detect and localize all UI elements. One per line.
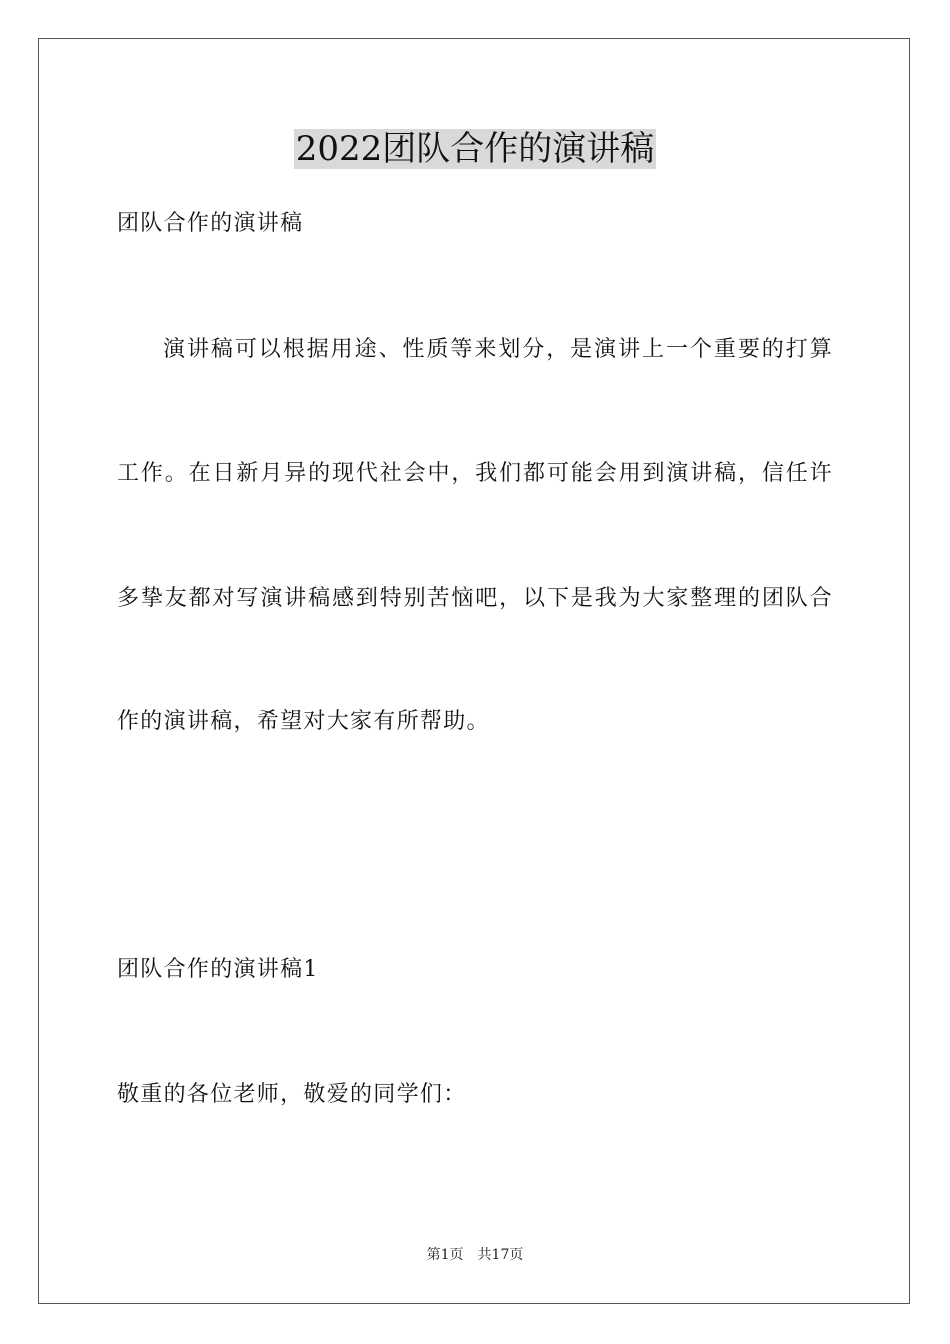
intro-line-3: 多挚友都对写演讲稿感到特别苦恼吧，以下是我为大家整理的团队合: [117, 586, 833, 611]
intro-line-2: 工作。在日新月异的现代社会中，我们都可能会用到演讲稿，信任许: [117, 461, 833, 486]
document-title-text: 2022团队合作的演讲稿: [295, 129, 655, 169]
section-heading: 团队合作的演讲稿1: [117, 957, 319, 982]
intro-line-1: 演讲稿可以根据用途、性质等来划分，是演讲上一个重要的打算: [163, 337, 833, 362]
intro-line-4: 作的演讲稿，希望对大家有所帮助。: [117, 709, 490, 734]
document-title: [0, 126, 950, 172]
document-subtitle: 团队合作的演讲稿: [117, 211, 304, 236]
page-number: 第1页: [426, 1247, 464, 1263]
greeting-line: 敬重的各位老师，敬爱的同学们：: [117, 1082, 467, 1107]
page-footer: [0, 1245, 950, 1265]
page-total: 共17页: [477, 1247, 524, 1263]
